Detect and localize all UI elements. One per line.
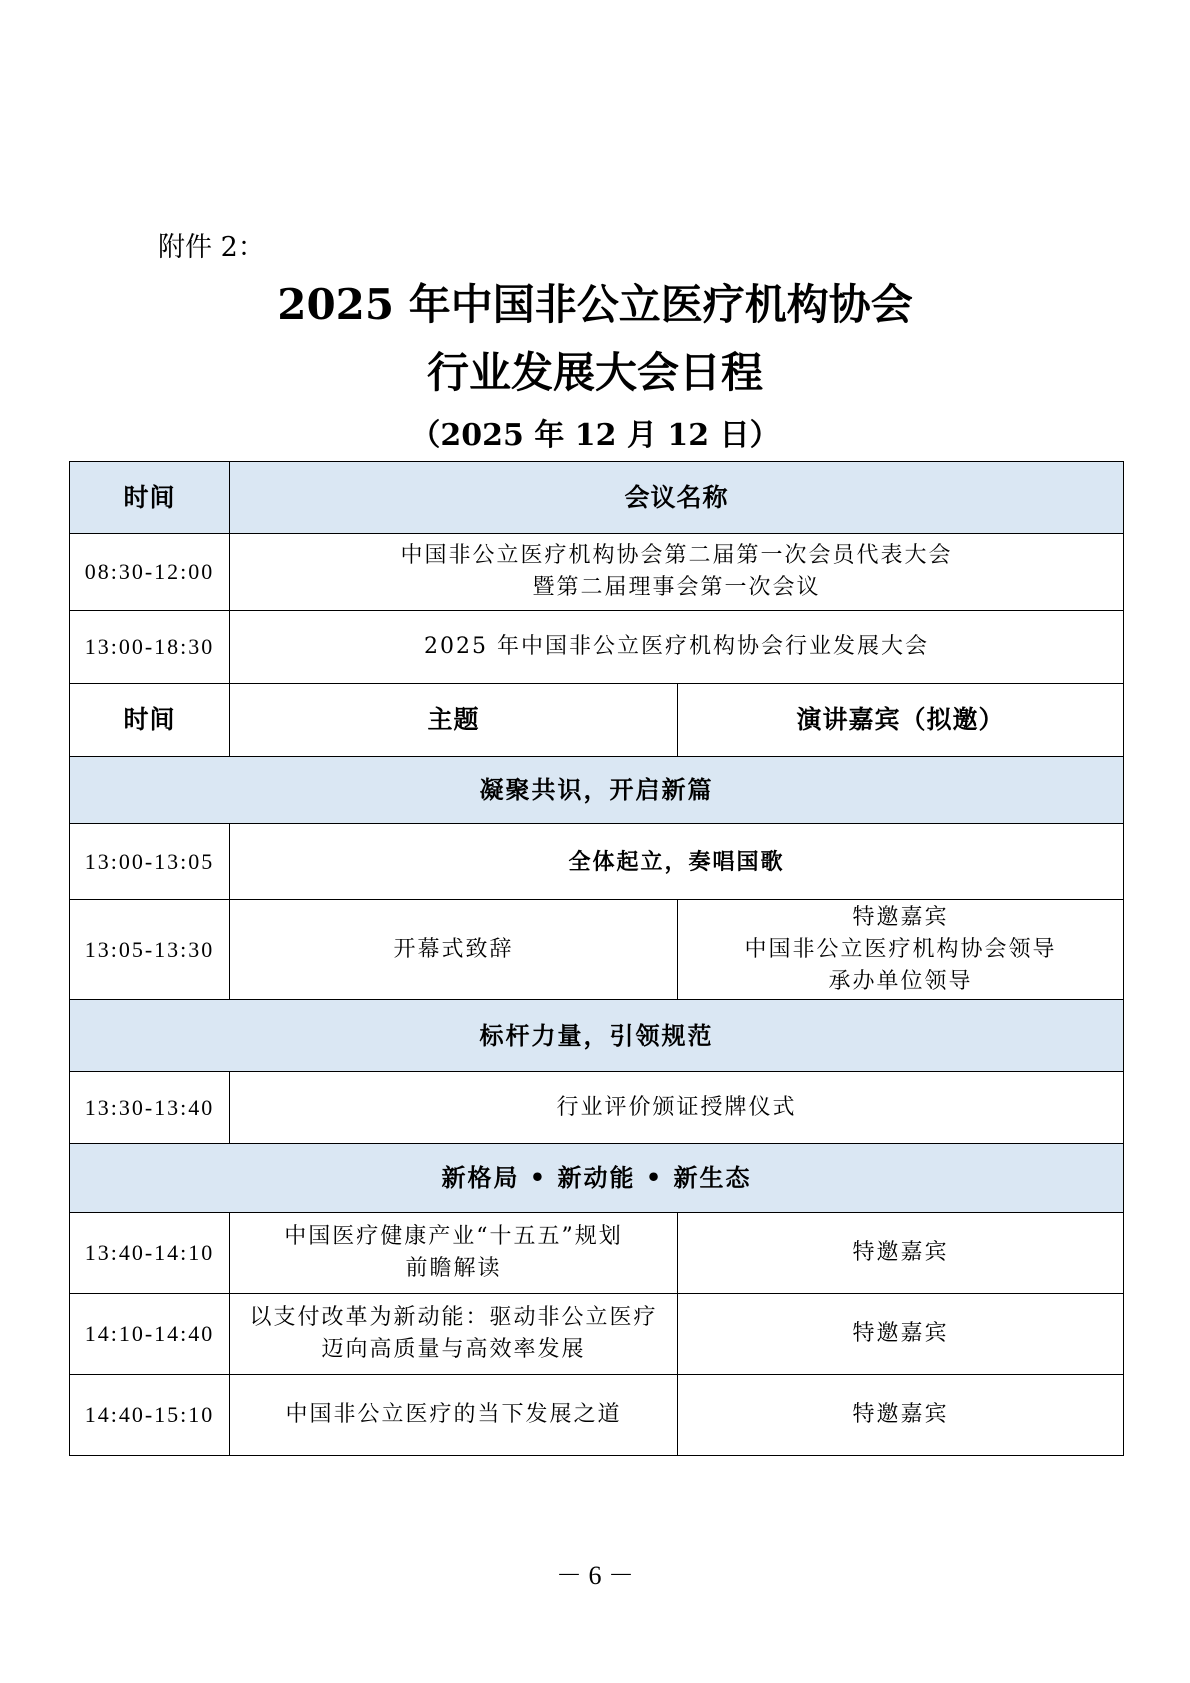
- topic-line: 中国医疗健康产业“十五五”规划: [284, 1224, 623, 1249]
- agenda-time: 14:40-15:10: [70, 1375, 230, 1456]
- session-name-line: 中国非公立医疗机构协会第二届第一次会员代表大会: [400, 543, 953, 568]
- session-name: 2025 年中国非公立医疗机构协会行业发展大会: [230, 611, 1124, 684]
- document-title-line2: 行业发展大会日程: [426, 348, 763, 397]
- table-row: [70, 1213, 1124, 1294]
- agenda-header-speaker: 演讲嘉宾（拟邀）: [678, 684, 1124, 757]
- speaker-line: 承办单位领导: [828, 968, 973, 994]
- agenda-speaker: [678, 900, 1124, 1000]
- agenda-topic: 中国非公立医疗的当下发展之道: [230, 1375, 678, 1456]
- agenda-topic: 全体起立，奏唱国歌: [230, 824, 1124, 900]
- agenda-speaker: 特邀嘉宾: [678, 1294, 1124, 1375]
- table-row: [70, 1072, 1124, 1144]
- speaker-line: 特邀嘉宾: [852, 904, 949, 930]
- document-date: （2025 年 12 月 12 日）: [410, 418, 780, 453]
- section-row: [70, 757, 1124, 824]
- header-meeting-name: 会议名称: [230, 462, 1124, 534]
- agenda-header-time: 时间: [70, 684, 230, 757]
- topic-line: 前瞻解读: [405, 1256, 502, 1281]
- agenda-topic: 开幕式致辞: [230, 900, 678, 1000]
- table-row: [70, 824, 1124, 900]
- agenda-topic: [230, 1294, 678, 1375]
- table-row: [70, 611, 1124, 684]
- agenda-speaker: 特邀嘉宾: [678, 1213, 1124, 1294]
- schedule-table: [69, 461, 1124, 1456]
- session-time: 08:30-12:00: [70, 534, 230, 611]
- agenda-time: 13:05-13:30: [70, 900, 230, 1000]
- table-header-row: [70, 462, 1124, 534]
- speaker-line: 中国非公立医疗机构协会领导: [744, 936, 1057, 962]
- agenda-topic: 行业评价颁证授牌仪式: [230, 1072, 1124, 1144]
- section-title: 新格局 • 新动能 • 新生态: [70, 1144, 1124, 1213]
- agenda-time: 13:00-13:05: [70, 824, 230, 900]
- session-time: 13:00-18:30: [70, 611, 230, 684]
- agenda-speaker: 特邀嘉宾: [678, 1375, 1124, 1456]
- agenda-time: 13:30-13:40: [70, 1072, 230, 1144]
- session-name: [230, 534, 1124, 611]
- table-row: [70, 534, 1124, 611]
- agenda-time: 14:10-14:40: [70, 1294, 230, 1375]
- table-row: [70, 900, 1124, 1000]
- agenda-time: 13:40-14:10: [70, 1213, 230, 1294]
- section-row: [70, 1000, 1124, 1072]
- section-title: 凝聚共识，开启新篇: [70, 757, 1124, 824]
- attachment-label: 附件 2：: [158, 232, 265, 263]
- agenda-header-row: [70, 684, 1124, 757]
- session-name-line: 暨第二届理事会第一次会议: [532, 575, 821, 600]
- document-title-line1: 2025 年中国非公立医疗机构协会: [277, 280, 913, 329]
- topic-line: 迈向高质量与高效率发展: [321, 1337, 586, 1362]
- header-time: 时间: [70, 462, 230, 534]
- table-row: [70, 1375, 1124, 1456]
- agenda-topic: [230, 1213, 678, 1294]
- topic-line: 以支付改革为新动能：驱动非公立医疗: [249, 1305, 658, 1330]
- page-number: － 6 －: [555, 1561, 634, 1590]
- table-row: [70, 1294, 1124, 1375]
- section-title: 标杆力量，引领规范: [70, 1000, 1124, 1072]
- agenda-header-topic: 主题: [230, 684, 678, 757]
- section-row: [70, 1144, 1124, 1213]
